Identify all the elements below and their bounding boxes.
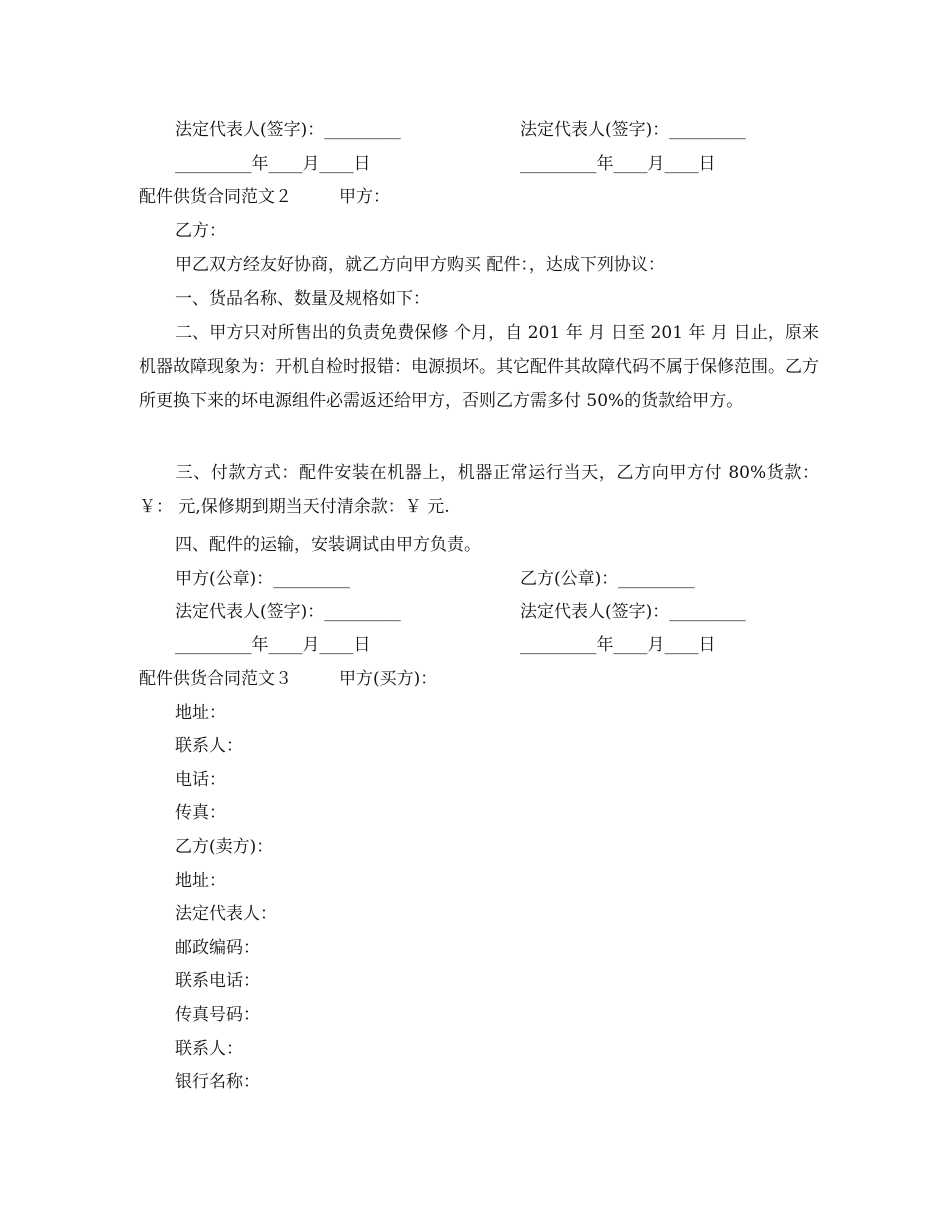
date-line-left: _________年____月____日: [175, 635, 371, 655]
field-label: 银行名称：: [175, 1072, 260, 1092]
clause-4: 四、配件的运输，安装调试由甲方负责。: [175, 535, 481, 555]
field-label: 地址：: [175, 703, 226, 723]
contract-heading: 配件供货合同范文３: [139, 669, 292, 689]
clause-2-text: 二、甲方只对所售出的负责免费保修 个月，自 201 年 月 日至 201 年 月 日止，原来机器故障现象为：开机自检时报错：电源损坏。其它配件其故障代码不属于保修范围。乙方所更换下来的坏电源组件必需返还给甲方，否则乙方需多付 50%的货款给甲方。: [139, 323, 819, 411]
field-label: 联系电话：: [175, 971, 260, 991]
party-b-label: 乙方：: [175, 221, 226, 241]
date-line-right: _________年____月____日: [520, 154, 716, 174]
signature-line-right: 法定代表人(签字)：_________: [520, 120, 746, 140]
clause-1: 一、货品名称、数量及规格如下：: [175, 289, 430, 309]
field-label: 邮政编码：: [175, 938, 260, 958]
date-line-right: _________年____月____日: [520, 635, 716, 655]
clause-3: [139, 456, 819, 524]
field-label: 传真号码：: [175, 1005, 260, 1025]
signature-line-left: 法定代表人(签字)：_________: [175, 120, 401, 140]
seal-line-right: 乙方(公章)：_________: [520, 569, 695, 589]
field-label: 地址：: [175, 871, 226, 891]
field-label: 联系人：: [175, 1039, 243, 1059]
signature-line-left: 法定代表人(签字)：_________: [175, 602, 401, 622]
contract-heading: 配件供货合同范文２: [139, 187, 292, 207]
field-label: 法定代表人：: [175, 904, 277, 924]
date-line-left: _________年____月____日: [175, 154, 371, 174]
party-a-label: 甲方(买方)：: [339, 669, 438, 689]
clause-3-text: 三、付款方式：配件安装在机器上，机器正常运行当天，乙方向甲方付 80%货款：￥： 元,保修期到期当天付清余款：￥ 元.: [139, 463, 819, 517]
clause-2: [139, 316, 819, 418]
field-label: 电话：: [175, 770, 226, 790]
field-label: 联系人：: [175, 736, 243, 756]
seal-line-left: 甲方(公章)：_________: [175, 569, 350, 589]
signature-line-right: 法定代表人(签字)：_________: [520, 602, 746, 622]
field-label: 传真：: [175, 803, 226, 823]
field-label: 乙方(卖方)：: [175, 837, 274, 857]
intro-paragraph: 甲乙双方经友好协商，就乙方向甲方购买 配件：，达成下列协议：: [175, 255, 665, 275]
party-a-label: 甲方：: [339, 187, 390, 207]
